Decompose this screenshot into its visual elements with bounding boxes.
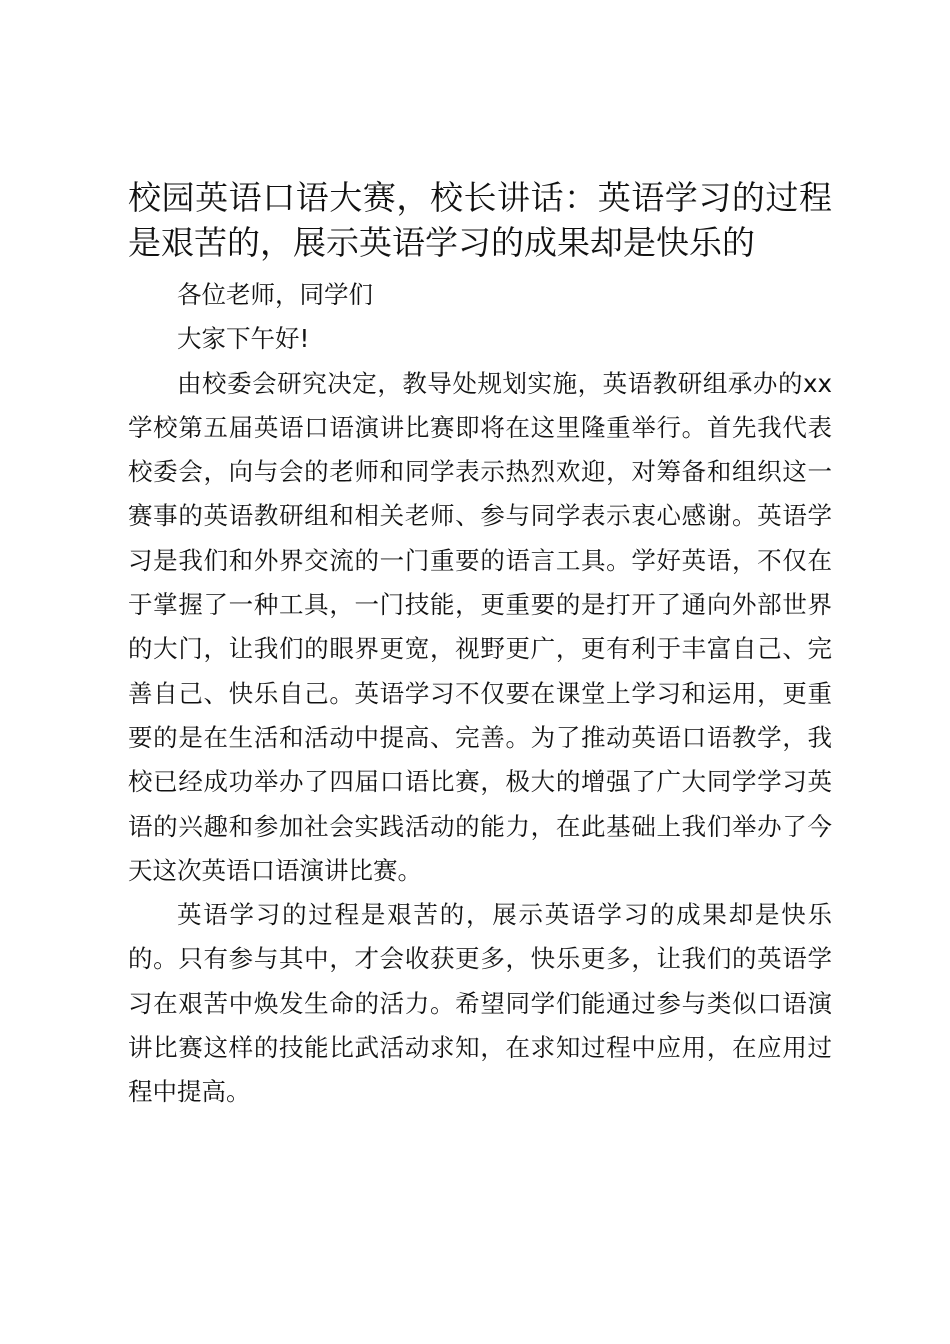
salutation: 各位老师，同学们 [177,280,373,309]
body-paragraph-2: 英语学习的过程是艰苦的，展示英语学习的成果却是快乐的。只有参与其中，才会收获更多，快乐更多，让我们的英语学习在艰苦中焕发生命的活力。希望同学们能通过参与类似口语演讲比赛这样的技能比武活动求知，在求知过程中应用，在应用过程中提高。 [128,900,832,1107]
body-paragraph-1: 由校委会研究决定，教导处规划实施，英语教研组承办的xx学校第五届英语口语演讲比赛即将在这里隆重举行。首先我代表校委会，向与会的老师和同学表示热烈欢迎，对筹备和组织这一赛事的英语教研组和相关老师、参与同学表示衷心感谢。英语学习是我们和外界交流的一门重要的语言工具。学好英语，不仅在于掌握了一种工具，一门技能，更重要的是打开了通向外部世界的大门，让我们的眼界更宽，视野更广，更有利于丰富自己、完善自己、快乐自己。英语学习不仅要在课堂上学习和运用，更重要的是在生活和活动中提高、完善。为了推动英语口语教学，我校已经成功举办了四届口语比赛，极大的增强了广大同学学习英语的兴趣和参加社会实践活动的能力，在此基础上我们举办了今天这次英语口语演讲比赛。 [128,368,832,885]
greeting: 大家下午好! [177,324,310,354]
document-page [128,175,832,1115]
document-title: 校园英语口语大赛，校长讲话：英语学习的过程是艰苦的，展示英语学习的成果却是快乐的 [128,178,832,262]
